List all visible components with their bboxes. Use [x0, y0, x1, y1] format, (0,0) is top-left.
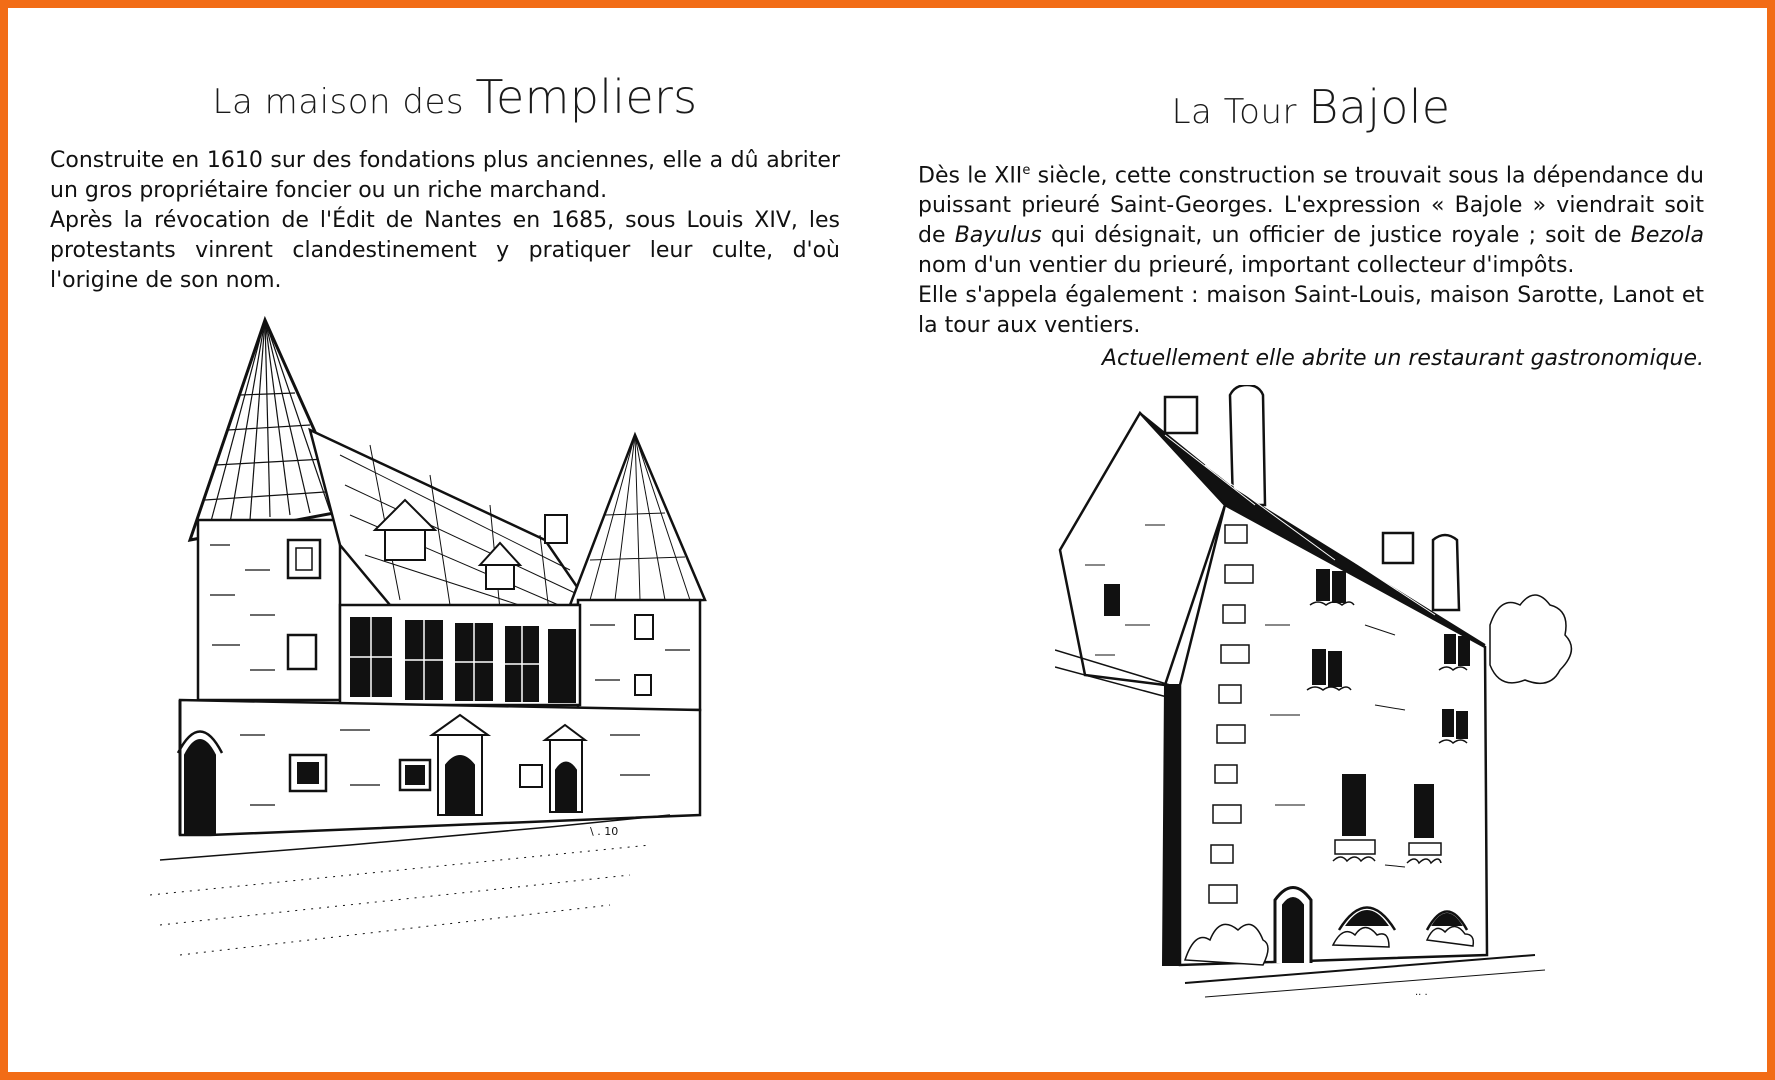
templiers-title-prefix: La maison des [212, 82, 476, 122]
templiers-title-main: Templiers [475, 70, 698, 124]
bajole-text [918, 156, 1704, 375]
svg-text:\ . 10: \ . 10 [590, 825, 619, 838]
bajole-p1-sup: e [1022, 163, 1031, 178]
templiers-section [50, 70, 840, 296]
bajole-tower-drawing [1055, 385, 1595, 1015]
templiers-text [50, 146, 840, 296]
bajole-p1-mid2: qui désignait, un officier de justice royale ; soit de [1041, 223, 1631, 249]
bajole-p1-italic-bayulus: Bayulus [954, 223, 1042, 249]
bajole-closing-line: Actuellement elle abrite un restaurant gastronomique. [1101, 346, 1704, 372]
bajole-title-main: Bajole [1308, 80, 1451, 134]
bajole-paragraph-2: Elle s'appela également : maison Saint-Louis, maison Sarotte, Lanot et la tour aux ventiers. [918, 283, 1704, 339]
templiers-title [70, 70, 840, 124]
bajole-title-prefix: La Tour [1171, 92, 1309, 132]
svg-text:.. .: .. . [1415, 987, 1428, 998]
templiers-paragraph-2: Après la révocation de l'Édit de Nantes en 1685, sous Louis XIV, les protestants vinrent clandestinement y pratiquer leur culte, d'où l'origine de son nom. [50, 208, 840, 293]
bajole-p1-end: nom d'un ventier du prieuré, important collecteur d'impôts. [918, 253, 1575, 279]
bajole-p1-start: Dès le XII [918, 163, 1023, 189]
bajole-p1-italic-bezola: Bezola [1630, 223, 1704, 249]
templiers-house-drawing [150, 315, 750, 1015]
bajole-section [918, 80, 1704, 375]
bajole-p1-mid: siècle, cette construction se trouvait sous la dépendance du puissant prieuré Saint-Georges. L'expression « Bajole » viendrait soit de [918, 163, 1705, 249]
templiers-paragraph-1: Construite en 1610 sur des fondations plus anciennes, elle a dû abriter un gros propriétaire foncier ou un riche marchand. [50, 148, 840, 203]
bajole-paragraph-1 [918, 156, 1704, 281]
bajole-title [918, 80, 1704, 134]
